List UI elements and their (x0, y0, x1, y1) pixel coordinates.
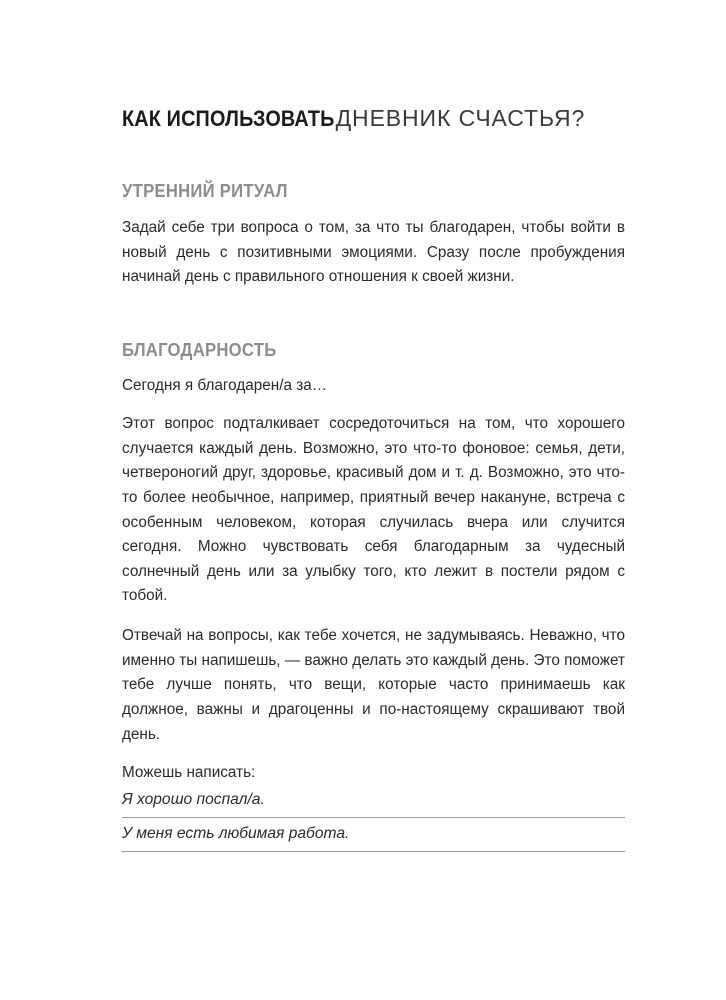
example-entry-rule (122, 851, 625, 852)
gratitude-advice-paragraph: Отвечай на вопросы, как тебе хочется, не задумываясь. Неважно, что именно ты напишешь, — важно делать это каждый день. Это поможет тебе лучше понять, что вещи, которые часто принимаешь как должное, важны и драгоценны и по-настоящему скрашивают твой день. (122, 627, 625, 743)
morning-ritual-paragraph: Задай себе три вопроса о том, за что ты благодарен, чтобы войти в новый день с позитивными эмоциями. Сразу после пробуждения начинай день с правильного отношения к своей жизни. (122, 219, 625, 286)
section-heading-morning-ritual: УТРЕННИЙ РИТУАЛ (122, 180, 288, 202)
example-entry-text: Я хорошо поспал/а. (122, 791, 265, 808)
page-title (122, 97, 585, 134)
page-title-light: ДНЕВНИК СЧАСТЬЯ? (335, 105, 586, 132)
example-entry (122, 789, 625, 818)
gratitude-prompt: Сегодня я благодарен/а за… (122, 377, 328, 395)
gratitude-explanation-paragraph: Этот вопрос подталкивает сосредоточиться на том, что хорошего случается каждый день. Возможно, это что-то фоновое: семья, дети, четвероногий друг, здоровье, красивый дом и т. д. Возможно, это что-то более необычное, например, приятный вечер накануне, встреча с особенным человеком, которая случилась вчера или случится сегодня. Можно чувствовать себя благодарным за чудесный солнечный день или за улыбку того, кто лежит в постели рядом с тобой. (122, 415, 625, 605)
page-title-strong: КАК ИСПОЛЬЗОВАТЬ (122, 106, 335, 132)
example-entry-text: У меня есть любимая работа. (122, 825, 350, 842)
section-heading-gratitude: БЛАГОДАРНОСТЬ (122, 339, 277, 361)
examples-cue: Можешь написать: (122, 764, 256, 782)
example-entry-rule (122, 817, 625, 818)
example-entry (122, 823, 625, 852)
